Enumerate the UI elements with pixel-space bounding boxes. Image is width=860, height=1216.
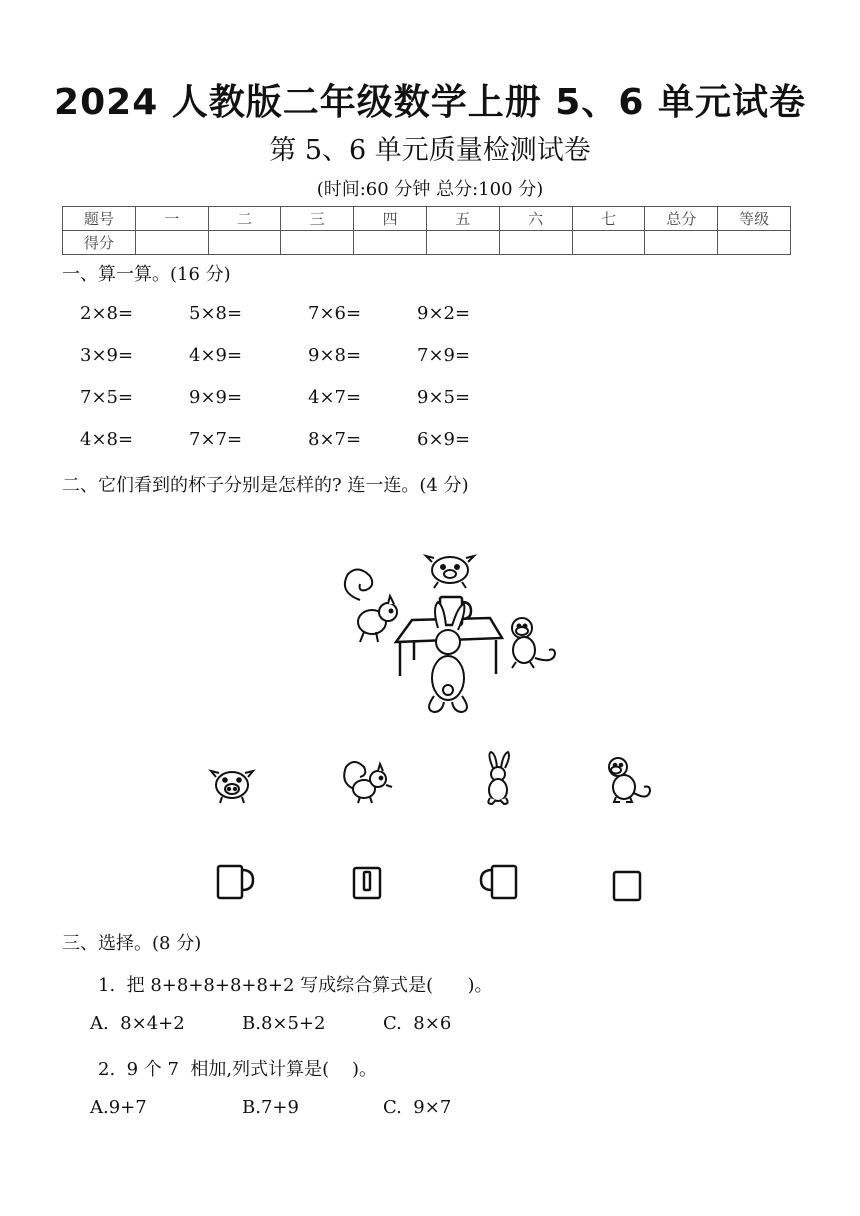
equation: 4×8= xyxy=(80,429,134,450)
time-info: (时间:60 分钟 总分:100 分) xyxy=(316,179,544,200)
question-2-option-b[interactable]: B.7+9 xyxy=(242,1097,299,1118)
equation: 9×9= xyxy=(189,387,243,408)
equation: 8×7= xyxy=(308,429,362,450)
cup-plain-icon xyxy=(610,868,644,904)
score-cell[interactable] xyxy=(208,231,281,255)
scene-table-animals-illustration xyxy=(330,550,570,725)
score-cell[interactable] xyxy=(572,231,645,255)
equation: 7×9= xyxy=(417,345,471,366)
question-1-stem: 1. 把 8+8+8+8+8+2 写成综合算式是( )。 xyxy=(98,975,493,996)
monkey-icon xyxy=(604,755,654,803)
score-cell[interactable] xyxy=(426,231,499,255)
equation: 7×6= xyxy=(308,303,362,324)
cup-handle-left-icon xyxy=(476,862,522,902)
score-cell[interactable] xyxy=(135,231,208,255)
score-header-cell: 四 xyxy=(354,207,427,231)
score-header-cell: 三 xyxy=(281,207,354,231)
score-cell[interactable] xyxy=(718,231,791,255)
score-header-cell: 七 xyxy=(572,207,645,231)
section1-heading: 一、算一算。(16 分) xyxy=(62,264,231,285)
score-table xyxy=(62,206,791,255)
cup-front-icon xyxy=(350,864,384,902)
page-title: 2024 人教版二年级数学上册 5、6 单元试卷 xyxy=(54,82,806,123)
pig-icon xyxy=(426,556,474,588)
score-header-cell: 六 xyxy=(499,207,572,231)
pig-icon xyxy=(208,765,256,805)
section3-heading: 三、选择。(8 分) xyxy=(62,933,202,954)
equation: 9×5= xyxy=(417,387,471,408)
score-row-label: 得分 xyxy=(63,231,136,255)
equation: 3×9= xyxy=(80,345,134,366)
score-header-cell: 题号 xyxy=(63,207,136,231)
monkey-icon xyxy=(512,618,555,668)
score-header-cell: 一 xyxy=(135,207,208,231)
equation: 5×8= xyxy=(189,303,243,324)
score-header-cell: 二 xyxy=(208,207,281,231)
score-table-header-row xyxy=(63,207,791,231)
equation: 7×5= xyxy=(80,387,134,408)
equation: 9×2= xyxy=(417,303,471,324)
score-table-score-row xyxy=(63,231,791,255)
equation: 6×9= xyxy=(417,429,471,450)
question-2-option-a[interactable]: A.9+7 xyxy=(90,1097,147,1118)
squirrel-icon xyxy=(340,755,396,805)
equation: 9×8= xyxy=(308,345,362,366)
question-1-option-a[interactable]: A. 8×4+2 xyxy=(90,1013,185,1034)
section2-heading: 二、它们看到的杯子分别是怎样的? 连一连。(4 分) xyxy=(62,475,469,496)
score-cell[interactable] xyxy=(499,231,572,255)
cup-handle-right-icon xyxy=(212,862,258,902)
score-cell[interactable] xyxy=(645,231,718,255)
equation: 7×7= xyxy=(189,429,243,450)
equation: 4×7= xyxy=(308,387,362,408)
question-2-stem: 2. 9 个 7 相加,列式计算是( )。 xyxy=(98,1059,378,1080)
question-2-option-c[interactable]: C. 9×7 xyxy=(383,1097,452,1118)
score-cell[interactable] xyxy=(281,231,354,255)
score-header-cell: 等级 xyxy=(718,207,791,231)
question-1-option-b[interactable]: B.8×5+2 xyxy=(242,1013,326,1034)
score-cell[interactable] xyxy=(354,231,427,255)
page-subtitle: 第 5、6 单元质量检测试卷 xyxy=(269,135,591,166)
equation: 2×8= xyxy=(80,303,134,324)
equation: 4×9= xyxy=(189,345,243,366)
rabbit-icon xyxy=(480,750,516,806)
score-header-cell: 总分 xyxy=(645,207,718,231)
question-1-option-c[interactable]: C. 8×6 xyxy=(383,1013,452,1034)
squirrel-icon xyxy=(345,569,397,642)
score-header-cell: 五 xyxy=(426,207,499,231)
